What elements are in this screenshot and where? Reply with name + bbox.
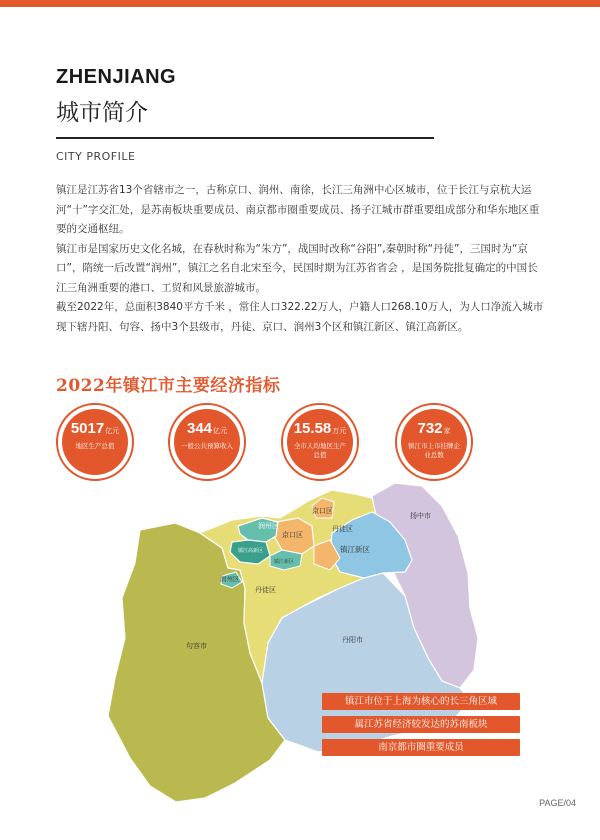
page-title-en: ZHENJIANG [56, 66, 177, 88]
highlight-banner: 南京都市圈重要成员 [322, 739, 520, 756]
stat-unit: 家 [443, 428, 451, 435]
map-label-runzhou-left: 润州区 [220, 575, 240, 583]
highlight-banner: 镇江市位于上海为核心的长三角区域 [322, 693, 520, 710]
intro-text [56, 181, 548, 337]
intro-paragraph-3: 截至2022年，总面积3840平方千米 ，常住人口322.22万人，户籍人口268.10万人，为人口净流入城市现下辖丹阳、句容、扬中3个县级市，丹徒、京口、润州3个区和镇江新区、镇江高新区。 [56, 301, 544, 333]
map-label-runzhou-top: 润州区 [258, 522, 279, 530]
stat-unit: 亿元 [105, 428, 120, 435]
stat-label: 镇江市上市挂牌企业总数 [408, 442, 460, 459]
map-label-gaoxin: 镇江高新区 [238, 548, 264, 554]
stat-label: 地区生产总值 [75, 442, 115, 450]
map-label-dantu-mid: 丹徒区 [255, 586, 276, 594]
intro-paragraph-1: 镇江是江苏省13个省辖市之一，古称京口、润州、南徐，长江三角洲中心区城市，位于长江与京杭大运河“十”字交汇处，是苏南板块重要成员、南京都市圈重要成员、扬子江城市群重要组成部分和华东地区重要的交通枢纽。 [56, 184, 540, 235]
map-label-jingkou-mid: 京口区 [282, 531, 303, 539]
stat-budget-revenue [168, 403, 246, 481]
map-label-danyang: 丹阳市 [342, 636, 363, 644]
stat-gdp [56, 403, 134, 481]
title-divider [56, 137, 434, 139]
map-label-jingkou-top: 京口区 [312, 507, 333, 515]
stat-unit: 万元 [332, 428, 347, 435]
map-label-xinqu-small: 镇江新区 [274, 559, 295, 565]
map-label-xinqu: 镇江新区 [340, 545, 370, 554]
stat-label: 全市人均地区生产总值 [294, 442, 346, 459]
stat-value: 15.58 [293, 420, 332, 437]
map-label-yangzhong: 扬中市 [410, 512, 431, 520]
highlight-banner: 属江苏省经济较发达的苏南板块 [322, 716, 520, 733]
stat-value: 5017 [70, 420, 105, 437]
page-number: PAGE/04 [539, 798, 576, 808]
page-title-cn: 城市简介 [56, 100, 148, 126]
stat-gdp-per-capita [281, 403, 359, 481]
map-label-dantu-top: 丹徒区 [332, 525, 353, 533]
top-accent-bar [0, 0, 600, 7]
stat-label: 一般公共预算收入 [181, 442, 233, 450]
map-label-jurong: 句容市 [186, 642, 207, 650]
stat-value: 732 [417, 420, 443, 437]
highlight-banners [322, 693, 520, 762]
page-subtitle: CITY PROFILE [56, 150, 136, 163]
stat-unit: 亿元 [213, 428, 228, 435]
stat-listed-companies [395, 403, 473, 481]
economy-stats [56, 403, 556, 481]
intro-paragraph-2: 镇江市是国家历史文化名城，在春秋时称为“朱方”，战国时改称“谷阳”,秦朝时称“丹徒”，三国时为“京口”，隋统一后改置“润州”，镇江之名自北宋至今，民国时期为江苏省省会 ，是国务院批复确定的中国长江三角洲重要的港口、工贸和风景旅游城市。 [56, 242, 538, 294]
economy-section-title: 2022年镇江市主要经济指标 [56, 376, 281, 396]
stat-value: 344 [186, 420, 213, 437]
